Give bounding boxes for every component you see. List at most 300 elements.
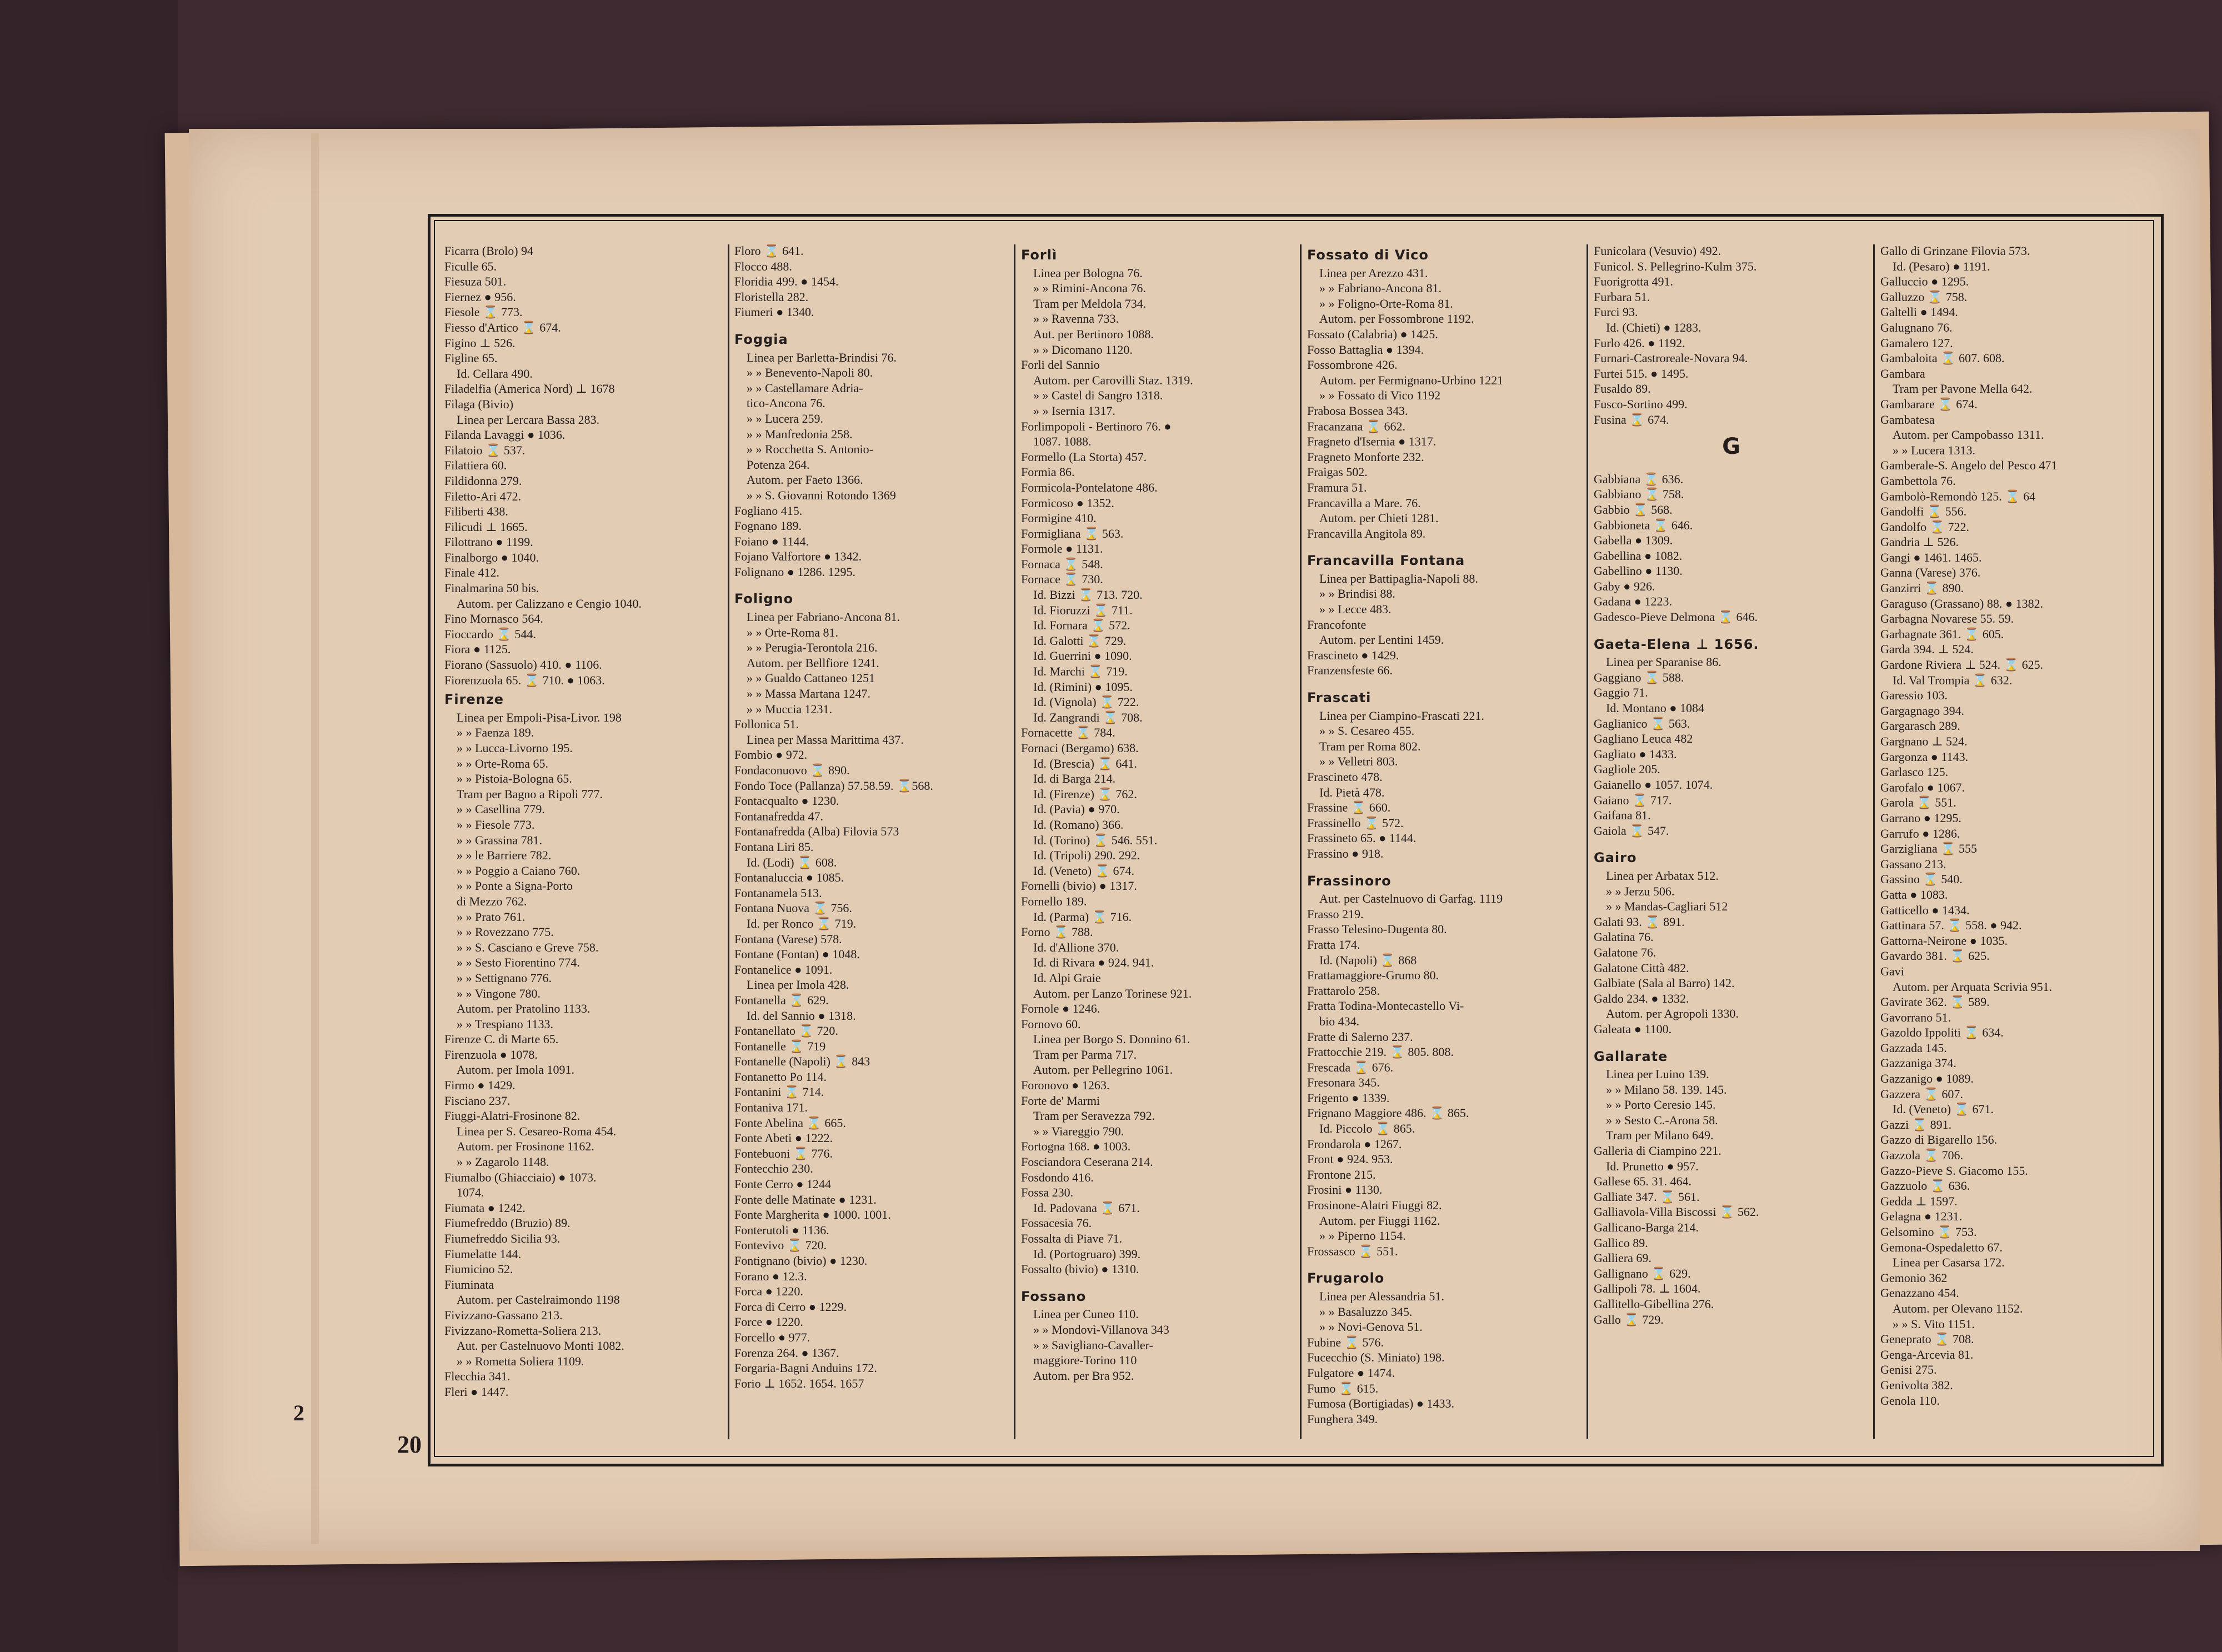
entry-spacer (1307, 541, 1582, 549)
sub-entry: Id. Galotti ⌛ 729. (1033, 633, 1127, 648)
index-entry: Filiberti 438. (444, 504, 508, 519)
sub-entry: » » Lucera 259. (747, 411, 824, 425)
index-entry: Forte de' Marmi (1021, 1093, 1100, 1108)
sub-entry: Linea per Borgo S. Donnino 61. (1033, 1032, 1190, 1047)
sub-entry: Autom. per Fiuggi 1162. (1319, 1213, 1440, 1228)
sub-entry: » » Trespiano 1133. (457, 1017, 553, 1031)
index-entry: Fresonara 345. (1307, 1075, 1380, 1090)
index-entry: Gemonio 362 (1880, 1270, 1948, 1285)
index-entry: Galati 93. ⌛ 891. (1594, 914, 1685, 929)
index-entry: Fombio ● 972. (734, 748, 808, 762)
sub-entry: Id. (Lodi) ⌛ 608. (747, 855, 837, 869)
section-heading: Forlì (1021, 247, 1058, 263)
index-entry: Filattiera 60. (444, 458, 507, 473)
sub-entry: » » Mondovì-Villanova 343 (1033, 1322, 1169, 1336)
index-entry: Fiumata ● 1242. (444, 1200, 526, 1215)
sub-entry: » » Rimini-Ancona 76. (1033, 281, 1146, 296)
index-entry: Fossombrone 426. (1307, 358, 1398, 372)
index-entry: Ganzirri ⌛ 890. (1880, 581, 1964, 595)
index-entry: Furbara 51. (1594, 289, 1650, 304)
index-entry: Fontanafredda (Alba) Filovia 573 (734, 824, 899, 839)
index-entry: Fontanella ⌛ 629. (734, 993, 829, 1007)
sub-entry: » » Basaluzzo 345. (1319, 1304, 1413, 1319)
index-entry: Gelagna ● 1231. (1880, 1209, 1963, 1224)
index-entry: Gambarare ⌛ 674. (1880, 397, 1978, 411)
index-entry: Fracanzana ⌛ 662. (1307, 419, 1406, 433)
index-entry: Fratta Todina-Montecastello Vi- (1307, 999, 1464, 1013)
index-entry: Fossato (Calabria) ● 1425. (1307, 327, 1438, 341)
index-entry: Fosdondo 416. (1021, 1170, 1094, 1184)
index-entry: Frabosa Bossea 343. (1307, 403, 1408, 418)
sub-entry: Autom. per Fossombrone 1192. (1319, 312, 1474, 326)
index-entry: Fontacqualto ● 1230. (734, 794, 839, 808)
index-entry: Flecchia 341. (444, 1369, 511, 1384)
index-entry: Fossalta di Piave 71. (1021, 1232, 1123, 1245)
index-entry: Gallipoli 78. ⊥ 1604. (1594, 1281, 1701, 1296)
index-entry: Fonterutoli ● 1136. (734, 1223, 829, 1237)
index-entry: Fratta 174. (1307, 937, 1360, 952)
index-entry: Fontignano (bivio) ● 1230. (734, 1254, 868, 1268)
index-entry: Gabbioneta ⌛ 646. (1594, 518, 1693, 532)
index-entry: Fiumalbo (Ghiacciaio) ● 1073. (444, 1170, 597, 1184)
index-entry: Floridia 499. ● 1454. (734, 274, 839, 289)
index-entry: Fornovo 60. (1021, 1017, 1081, 1031)
index-entry: Filatoio ⌛ 537. (444, 443, 526, 457)
sub-entry: Id. del Sannio ● 1318. (747, 1008, 856, 1023)
index-entry: Forcello ● 977. (734, 1330, 810, 1344)
index-entry: Filicudi ⊥ 1665. (444, 519, 528, 534)
index-entry: Fisciano 237. (444, 1093, 511, 1108)
sub-entry: » » Grassina 781. (457, 833, 542, 847)
index-entry: Genazzano 454. (1880, 1286, 1959, 1300)
index-entry: Fontevivo ⌛ 720. (734, 1238, 827, 1253)
sub-entry: Linea per Massa Marittima 437. (747, 732, 904, 747)
index-entry: Gadesco-Pieve Delmona ⌛ 646. (1594, 610, 1758, 624)
sub-entry: Id. Marchi ⌛ 719. (1033, 664, 1128, 679)
index-entry: Gazzo-Pieve S. Giacomo 155. (1880, 1163, 2028, 1178)
index-entry: Forlimpopoli - Bertinoro 76. ● (1021, 419, 1172, 433)
index-entry: Furci 93. (1594, 305, 1638, 319)
sub-entry: » » Benevento-Napoli 80. (747, 366, 873, 380)
index-entry: Firenzuola ● 1078. (444, 1047, 538, 1062)
index-entry: Fonte delle Matinate ● 1231. (734, 1192, 877, 1207)
index-entry: Gargarasch 289. (1880, 719, 1960, 733)
sub-entry: Id. (Pavia) ● 970. (1033, 802, 1120, 817)
sub-entry: » » Castel di Sangro 1318. (1033, 388, 1163, 403)
sub-entry: » » Faenza 189. (457, 725, 534, 740)
index-entry: Fossacesia 76. (1021, 1216, 1092, 1230)
entry-spacer (1594, 625, 1869, 633)
index-entry: Fortogna 168. ● 1003. (1021, 1139, 1131, 1154)
index-entry: Fontana (Varese) 578. (734, 932, 842, 946)
sub-entry: Id. (Brescia) ⌛ 641. (1033, 756, 1137, 770)
index-entry: Gargagnago 394. (1880, 703, 1965, 718)
section-heading: Foligno (734, 591, 794, 607)
index-entry: Frosini ● 1130. (1307, 1183, 1383, 1197)
sub-entry: » » Fiesole 773. (457, 817, 535, 832)
sub-entry: Tram per Seravezza 792. (1033, 1109, 1155, 1123)
sub-entry: Linea per Sparanise 86. (1606, 655, 1721, 669)
index-entry: Gazzera ⌛ 607. (1880, 1087, 1963, 1101)
index-entry: Frignano Maggiore 486. ⌛ 865. (1307, 1106, 1469, 1120)
sub-entry: » » Massa Martana 1247. (747, 687, 871, 701)
index-entry: Forno ⌛ 788. (1021, 925, 1093, 939)
sub-entry: tico-Ancona 76. (747, 396, 825, 411)
entry-spacer (1307, 678, 1582, 686)
sub-entry: » » Zagarolo 1148. (457, 1155, 549, 1169)
sub-entry: » » Ravenna 733. (1033, 312, 1119, 326)
sub-entry: Potenza 264. (747, 457, 810, 472)
entry-spacer (734, 320, 1009, 328)
section-heading: Fossato di Vico (1307, 247, 1429, 263)
sub-entry: » » S. Giovanni Rotondo 1369 (747, 488, 896, 502)
index-entry: Fontanelle (Napoli) ⌛ 843 (734, 1054, 870, 1069)
sub-entry: Id. Padovana ⌛ 671. (1033, 1200, 1140, 1215)
index-entry: Fondo Toce (Pallanza) 57.58.59. ⌛568. (734, 778, 933, 793)
sub-entry: Linea per Battipaglia-Napoli 88. (1319, 571, 1478, 585)
index-entry: Fornole ● 1246. (1021, 1002, 1100, 1016)
index-entry: Frasso 219. (1307, 907, 1364, 921)
index-entry: Gabbiana ⌛ 636. (1594, 472, 1684, 486)
index-entry: Galatone 76. (1594, 945, 1657, 959)
sub-entry: Linea per Luino 139. (1606, 1067, 1709, 1082)
index-entry: Franzensfeste 66. (1307, 663, 1393, 678)
sub-entry: Autom. per Lentini 1459. (1319, 633, 1444, 647)
sub-entry: Linea per Imola 428. (747, 978, 849, 992)
sub-entry: Linea per Alessandria 51. (1319, 1289, 1444, 1303)
sub-entry: » » Lecce 483. (1319, 602, 1392, 617)
index-entry: Gaggiano ⌛ 588. (1594, 670, 1684, 684)
column-divider (1587, 244, 1588, 1439)
index-entry: Garbagnate 361. ⌛ 605. (1880, 627, 2004, 641)
index-entry: Fivizzano-Rometta-Soliera 213. (444, 1323, 602, 1338)
index-entry: Fontanelle ⌛ 719 (734, 1039, 826, 1053)
sub-entry: Autom. per Olevano 1152. (1893, 1301, 2023, 1315)
sub-entry: Linea per Casarsa 172. (1893, 1255, 2005, 1270)
index-entry: Furtei 515. ● 1495. (1594, 366, 1689, 381)
sub-entry: Linea per Arbatax 512. (1606, 868, 1719, 883)
index-entry: Gazzuolo ⌛ 636. (1880, 1179, 1970, 1193)
index-entry: Frasso Telesino-Dugenta 80. (1307, 922, 1447, 937)
index-entry: Gemona-Ospedaletto 67. (1880, 1240, 2003, 1254)
index-entry: Fojano Valfortore ● 1342. (734, 549, 862, 564)
index-entry: Gavorrano 51. (1880, 1010, 1951, 1024)
index-entry: Gallitello-Gibellina 276. (1594, 1297, 1714, 1311)
index-entry: Gallicano-Barga 214. (1594, 1220, 1699, 1235)
sub-entry: Tram per Bagno a Ripoli 777. (457, 787, 603, 801)
sub-entry: Autom. per Faeto 1366. (747, 473, 863, 487)
sub-entry: Aut. per Castelnuovo di Garfag. 1119 (1319, 892, 1503, 906)
index-entry: Galliavola-Villa Biscossi ⌛ 562. (1594, 1205, 1759, 1219)
sub-entry: » » Jerzu 506. (1606, 884, 1675, 898)
index-entry: Firmo ● 1429. (444, 1078, 516, 1093)
index-entry: Galleria di Ciampino 221. (1594, 1144, 1721, 1158)
index-entry: Fiuminata (444, 1277, 494, 1291)
index-entry: Gambaloita ⌛ 607. 608. (1880, 351, 2005, 366)
sub-entry: Id. (Torino) ⌛ 546. 551. (1033, 833, 1158, 847)
sub-entry: 1074. (457, 1185, 484, 1200)
sub-entry: Autom. per Lanzo Torinese 921. (1033, 986, 1192, 1000)
sub-entry: » » Rovezzano 775. (457, 925, 554, 939)
index-column-6 (1880, 243, 2147, 1443)
index-entry: Gaggio 71. (1594, 685, 1648, 700)
index-entry: Fontanamela 513. (734, 885, 822, 900)
sub-entry: Autom. per Bellfiore 1241. (747, 655, 879, 670)
index-entry: Figino ⊥ 526. (444, 336, 516, 350)
sub-entry: Tram per Meldola 734. (1033, 296, 1147, 311)
index-entry: Fontanafredda 47. (734, 809, 824, 823)
index-entry: Gazzola ⌛ 706. (1880, 1148, 1963, 1163)
index-entry: Fossalto (bivio) ● 1310. (1021, 1262, 1139, 1276)
index-entry: Gabbio ⌛ 568. (1594, 502, 1673, 517)
index-entry: Formigine 410. (1021, 511, 1097, 525)
index-entry: Fuorigrotta 491. (1594, 274, 1673, 289)
index-entry: Gabellina ● 1082. (1594, 548, 1683, 563)
section-heading: Gallarate (1594, 1048, 1668, 1064)
index-entry: Fosciandora Ceserana 214. (1021, 1155, 1153, 1169)
index-entry: Fognano 189. (734, 519, 802, 533)
index-entry: Fogliano 415. (734, 503, 803, 518)
index-entry: Gagliato ● 1433. (1594, 747, 1677, 761)
sub-entry: Id. (Veneto) ⌛ 671. (1893, 1102, 1994, 1117)
sub-entry: Id. Val Trompia ⌛ 632. (1893, 673, 2013, 687)
sub-entry: Id. (Chieti) ● 1283. (1606, 320, 1701, 334)
index-entry: Fiumeri ● 1340. (734, 305, 814, 319)
index-entry: Frattamaggiore-Grumo 80. (1307, 968, 1439, 983)
index-entry: Fusaldo 89. (1594, 382, 1651, 396)
sub-entry: Autom. per Fermignano-Urbino 1221 (1319, 373, 1504, 387)
sub-entry: Id. (Napoli) ⌛ 868 (1319, 953, 1417, 967)
entry-spacer (1307, 1259, 1582, 1266)
index-entry: Genisi 275. (1880, 1363, 1937, 1377)
index-entry: Fiernez ● 956. (444, 289, 516, 304)
index-entry: Fumo ⌛ 615. (1307, 1381, 1379, 1395)
margin-mark: 2 (293, 1400, 304, 1425)
sub-entry: Linea per Arezzo 431. (1319, 266, 1428, 280)
index-entry: Ficulle 65. (444, 259, 497, 273)
index-entry: Fivizzano-Gassano 213. (444, 1308, 563, 1322)
sub-entry: Id. (Vignola) ⌛ 722. (1033, 695, 1139, 709)
sub-entry: Id. (Rimini) ● 1095. (1033, 679, 1133, 694)
index-entry: Gamberale-S. Angelo del Pesco 471 (1880, 458, 2058, 473)
column-divider (1300, 244, 1302, 1439)
index-entry: Foiano ● 1144. (734, 534, 809, 548)
section-heading: Frugarolo (1307, 1270, 1385, 1286)
index-entry: Geneprato ⌛ 708. (1880, 1332, 1974, 1346)
sub-entry: Id. (Firenze) ⌛ 762. (1033, 787, 1137, 801)
index-entry: Gavirate 362. ⌛ 589. (1880, 995, 1990, 1009)
sub-entry: » » Piperno 1154. (1319, 1229, 1406, 1243)
sub-entry: Id. (Pesaro) ● 1191. (1893, 259, 1990, 273)
sub-entry: Id. Pietà 478. (1319, 785, 1385, 799)
index-entry: Galbiate (Sala al Barro) 142. (1594, 976, 1735, 990)
index-column-5 (1594, 243, 1869, 1443)
index-entry: Fonte Abeti ● 1222. (734, 1131, 833, 1145)
sub-entry: Id. di Barga 214. (1033, 772, 1116, 786)
index-column-4 (1307, 243, 1582, 1443)
index-entry: Garrufo ● 1286. (1880, 826, 1960, 840)
index-entry: Galliera 69. (1594, 1251, 1652, 1265)
sub-entry: » » Pistoia-Bologna 65. (457, 772, 572, 786)
index-entry: Fonte Cerro ● 1244 (734, 1177, 831, 1192)
index-entry: Garessio 103. (1880, 688, 1948, 703)
index-entry: Formigliana ⌛ 563. (1021, 526, 1124, 540)
index-entry: Fiorano (Sassuolo) 410. ● 1106. (444, 658, 602, 672)
sub-entry: 1087. 1088. (1033, 434, 1092, 449)
entry-spacer (1594, 1037, 1869, 1045)
index-entry: Gabbiano ⌛ 758. (1594, 487, 1684, 502)
index-entry: Fornello 189. (1021, 894, 1087, 908)
index-entry: Fonte Abelina ⌛ 665. (734, 1115, 846, 1130)
sub-entry: Linea per S. Cesareo-Roma 454. (457, 1124, 617, 1138)
index-entry: Fiorenzuola 65. ⌛ 710. ● 1063. (444, 673, 605, 687)
index-entry: Finalborgo ● 1040. (444, 550, 539, 564)
sub-entry: Id. (Parma) ⌛ 716. (1033, 909, 1132, 924)
sub-entry: Id. Prunetto ● 957. (1606, 1159, 1699, 1173)
section-heading: Francavilla Fontana (1307, 553, 1465, 569)
index-entry: Forgaria-Bagni Anduins 172. (734, 1361, 877, 1375)
sub-entry: bio 434. (1319, 1014, 1360, 1028)
index-entry: Fornelli (bivio) ● 1317. (1021, 879, 1137, 893)
index-entry: Forca di Cerro ● 1229. (734, 1299, 847, 1314)
index-entry: Fildidonna 279. (444, 473, 522, 488)
index-entry: Forenza 264. ● 1367. (734, 1345, 839, 1360)
sub-entry: » » Rocchetta S. Antonio- (747, 442, 873, 457)
index-entry: Front ● 924. 953. (1307, 1152, 1393, 1167)
column-divider (1873, 244, 1875, 1439)
index-entry: Gatta ● 1083. (1880, 887, 1948, 902)
sub-entry: » » le Barriere 782. (457, 848, 552, 863)
index-entry: Fiesuza 501. (444, 274, 507, 289)
sub-entry: Id. Guerrini ● 1090. (1033, 649, 1132, 663)
index-entry: Gagliano Leuca 482 (1594, 732, 1693, 746)
index-entry: Gamalero 127. (1880, 336, 1953, 350)
index-entry: Finale 412. (444, 565, 499, 580)
index-entry: Filottrano ● 1199. (444, 535, 533, 549)
index-entry: Funicolara (Vesuvio) 492. (1594, 244, 1721, 258)
index-entry: Ganna (Varese) 376. (1880, 565, 1981, 580)
sub-entry: Id. Fioruzzi ⌛ 711. (1033, 603, 1133, 617)
entry-spacer (1021, 1277, 1296, 1285)
index-entry: Gedda ⊥ 1597. (1880, 1194, 1958, 1208)
index-entry: Francavilla Angitola 89. (1307, 526, 1426, 540)
index-entry: Frassineto 65. ● 1144. (1307, 831, 1417, 845)
sub-entry: Autom. per Campobasso 1311. (1893, 428, 2044, 442)
index-entry: Fiora ● 1125. (444, 642, 511, 657)
sub-entry: Tram per Roma 802. (1319, 739, 1421, 753)
index-entry: Gallo ⌛ 729. (1594, 1312, 1664, 1326)
index-entry: Filetto-Ari 472. (444, 489, 522, 503)
index-entry: Gagliole 205. (1594, 762, 1660, 777)
sub-entry: Tram per Parma 717. (1033, 1047, 1137, 1062)
index-entry: Fontaniva 171. (734, 1100, 808, 1115)
section-heading: Frascati (1307, 690, 1372, 706)
index-entry: Fontana Liri 85. (734, 839, 814, 854)
index-entry: Furnari-Castroreale-Novara 94. (1594, 351, 1748, 366)
index-entry: Gaiano ⌛ 717. (1594, 793, 1672, 807)
sub-entry: Linea per Bologna 76. (1033, 266, 1143, 280)
index-entry: Gatticello ● 1434. (1880, 903, 1970, 917)
sub-entry: Linea per Fabriano-Ancona 81. (747, 610, 900, 624)
index-entry: Francofonte (1307, 617, 1367, 632)
index-entry: Forca ● 1220. (734, 1284, 803, 1299)
sub-entry: Id. Piccolo ⌛ 865. (1319, 1122, 1415, 1136)
index-entry: Gallico 89. (1594, 1235, 1648, 1250)
index-entry: Gambolò-Remondò 125. ⌛ 64 (1880, 489, 2036, 503)
section-heading: Fossano (1021, 1288, 1087, 1304)
index-entry: Gaifana 81. (1594, 808, 1651, 823)
sub-entry: » » Novi-Genova 51. (1319, 1320, 1423, 1334)
sub-entry: Autom. per Castelraimondo 1198 (457, 1293, 620, 1307)
sub-entry: » » S. Cesareo 455. (1319, 724, 1415, 738)
index-entry: Fontana Nuova ⌛ 756. (734, 901, 852, 915)
index-entry: Formello (La Storta) 457. (1021, 449, 1147, 464)
index-entry: Galluccio ● 1295. (1880, 274, 1969, 289)
sub-entry: Autom. per Pellegrino 1061. (1033, 1063, 1173, 1077)
index-entry: Gadana ● 1223. (1594, 594, 1672, 609)
index-entry: Gambatesa (1880, 412, 1935, 427)
index-entry: Garola ⌛ 551. (1880, 795, 1956, 810)
index-entry: Gandria ⊥ 526. (1880, 535, 1959, 549)
sub-entry: Id. di Rivara ● 924. 941. (1033, 955, 1154, 970)
sub-entry: Autom. per Frosinone 1162. (457, 1139, 594, 1154)
index-entry: Garrano ● 1295. (1880, 810, 1961, 825)
index-entry: Gargonza ● 1143. (1880, 749, 1969, 764)
index-entry: Gavi (1880, 964, 1904, 978)
sub-entry: » » Sesto C.-Arona 58. (1606, 1113, 1718, 1127)
index-entry: Forli del Sannio (1021, 358, 1100, 372)
index-entry: Floro ⌛ 641. (734, 244, 804, 258)
sub-entry: » » Mandas-Cagliari 512 (1606, 899, 1728, 914)
index-entry: Folignano ● 1286. 1295. (734, 564, 856, 579)
index-entry: Gallese 65. 31. 464. (1594, 1174, 1691, 1189)
index-entry: Frondarola ● 1267. (1307, 1137, 1402, 1151)
sub-entry: Autom. per Bra 952. (1033, 1368, 1134, 1383)
page-fold-edge (311, 133, 319, 1544)
index-entry: Ficarra (Brolo) 94 (444, 244, 534, 258)
entry-spacer (1594, 838, 1869, 846)
sub-entry: » » Rometta Soliera 1109. (457, 1354, 584, 1368)
index-entry: Fusco-Sortino 499. (1594, 397, 1688, 411)
sub-entry: » » Savigliano-Cavaller- (1033, 1338, 1153, 1352)
index-entry: Gazzada 145. (1880, 1040, 1947, 1055)
index-entry: Fragneto Monforte 232. (1307, 449, 1424, 464)
sub-entry: Id. Montano ● 1084 (1606, 701, 1705, 715)
section-heading: Foggia (734, 331, 788, 347)
index-entry: Frescada ⌛ 676. (1307, 1060, 1394, 1074)
index-entry: Fonte Margherita ● 1000. 1001. (734, 1208, 891, 1222)
entry-spacer (734, 579, 1009, 587)
sub-entry: Id. d'Allione 370. (1033, 940, 1119, 954)
index-entry: Fontanellato ⌛ 720. (734, 1024, 838, 1038)
index-entry: Formole ● 1131. (1021, 542, 1103, 556)
index-entry: Frascineto ● 1429. (1307, 648, 1399, 662)
index-entry: Gangi ● 1461. 1465. (1880, 550, 1982, 564)
sub-entry: » » Lucera 1313. (1893, 443, 1976, 457)
sub-entry: » » Gualdo Cattaneo 1251 (747, 671, 875, 685)
sub-entry: » » Muccia 1231. (747, 702, 832, 716)
index-entry: Fioccardo ⌛ 544. (444, 627, 536, 641)
index-entry: Fucecchio (S. Miniato) 198. (1307, 1350, 1445, 1365)
index-entry: Garzigliana ⌛ 555 (1880, 842, 1978, 856)
sub-entry: Autom. per Calizzano e Cengio 1040. (457, 596, 642, 610)
index-entry: Gattorna-Neirone ● 1035. (1880, 933, 2008, 948)
index-entry: Funghera 349. (1307, 1411, 1378, 1426)
sub-entry: Id. Fornara ⌛ 572. (1033, 618, 1130, 633)
index-column-1 (444, 243, 719, 1443)
index-entry: Fornaca ⌛ 548. (1021, 557, 1103, 571)
index-entry: Frosinone-Alatri Fiuggi 82. (1307, 1198, 1442, 1213)
